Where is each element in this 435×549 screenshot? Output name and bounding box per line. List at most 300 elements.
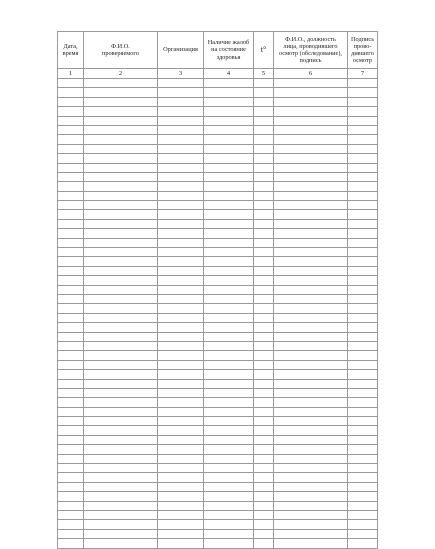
entry-cell[interactable] <box>84 529 158 538</box>
entry-cell[interactable] <box>158 426 204 435</box>
entry-cell[interactable] <box>158 360 204 369</box>
entry-cell[interactable] <box>254 407 274 416</box>
entry-cell[interactable] <box>348 229 378 238</box>
entry-cell[interactable] <box>204 125 254 134</box>
entry-cell[interactable] <box>204 510 254 519</box>
entry-cell[interactable] <box>58 473 84 482</box>
entry-cell[interactable] <box>348 370 378 379</box>
entry-cell[interactable] <box>254 304 274 313</box>
entry-cell[interactable] <box>254 163 274 172</box>
entry-cell[interactable] <box>158 529 204 538</box>
entry-cell[interactable] <box>274 248 348 257</box>
entry-cell[interactable] <box>274 445 348 454</box>
entry-cell[interactable] <box>254 144 274 153</box>
entry-cell[interactable] <box>274 341 348 350</box>
entry-cell[interactable] <box>58 341 84 350</box>
entry-cell[interactable] <box>84 360 158 369</box>
entry-cell[interactable] <box>348 351 378 360</box>
entry-cell[interactable] <box>158 238 204 247</box>
entry-cell[interactable] <box>58 323 84 332</box>
entry-cell[interactable] <box>158 125 204 134</box>
entry-cell[interactable] <box>274 154 348 163</box>
entry-cell[interactable] <box>254 154 274 163</box>
entry-cell[interactable] <box>158 97 204 106</box>
entry-cell[interactable] <box>254 276 274 285</box>
entry-cell[interactable] <box>158 154 204 163</box>
entry-cell[interactable] <box>58 426 84 435</box>
entry-cell[interactable] <box>58 191 84 200</box>
entry-cell[interactable] <box>84 294 158 303</box>
entry-cell[interactable] <box>58 125 84 134</box>
entry-cell[interactable] <box>204 445 254 454</box>
entry-cell[interactable] <box>158 266 204 275</box>
entry-cell[interactable] <box>274 529 348 538</box>
entry-cell[interactable] <box>274 304 348 313</box>
entry-cell[interactable] <box>158 276 204 285</box>
entry-cell[interactable] <box>348 154 378 163</box>
entry-cell[interactable] <box>84 323 158 332</box>
entry-cell[interactable] <box>204 323 254 332</box>
entry-cell[interactable] <box>274 520 348 529</box>
entry-cell[interactable] <box>84 144 158 153</box>
entry-cell[interactable] <box>348 257 378 266</box>
entry-cell[interactable] <box>274 388 348 397</box>
entry-cell[interactable] <box>204 341 254 350</box>
entry-cell[interactable] <box>84 332 158 341</box>
entry-cell[interactable] <box>204 501 254 510</box>
entry-cell[interactable] <box>204 304 254 313</box>
entry-cell[interactable] <box>254 191 274 200</box>
entry-cell[interactable] <box>274 323 348 332</box>
entry-cell[interactable] <box>204 539 254 548</box>
entry-cell[interactable] <box>274 370 348 379</box>
entry-cell[interactable] <box>348 520 378 529</box>
entry-cell[interactable] <box>204 266 254 275</box>
entry-cell[interactable] <box>204 529 254 538</box>
entry-cell[interactable] <box>58 248 84 257</box>
entry-cell[interactable] <box>84 313 158 322</box>
entry-cell[interactable] <box>274 510 348 519</box>
entry-cell[interactable] <box>254 520 274 529</box>
entry-cell[interactable] <box>204 182 254 191</box>
entry-cell[interactable] <box>158 294 204 303</box>
entry-cell[interactable] <box>274 332 348 341</box>
entry-cell[interactable] <box>84 492 158 501</box>
entry-cell[interactable] <box>348 107 378 116</box>
entry-cell[interactable] <box>84 88 158 97</box>
entry-cell[interactable] <box>348 510 378 519</box>
entry-cell[interactable] <box>254 116 274 125</box>
entry-cell[interactable] <box>348 219 378 228</box>
entry-cell[interactable] <box>58 238 84 247</box>
entry-cell[interactable] <box>84 266 158 275</box>
entry-cell[interactable] <box>348 426 378 435</box>
entry-cell[interactable] <box>274 360 348 369</box>
entry-cell[interactable] <box>84 172 158 181</box>
entry-cell[interactable] <box>274 379 348 388</box>
entry-cell[interactable] <box>204 360 254 369</box>
entry-cell[interactable] <box>204 351 254 360</box>
entry-cell[interactable] <box>254 248 274 257</box>
entry-cell[interactable] <box>158 313 204 322</box>
entry-cell[interactable] <box>204 201 254 210</box>
entry-cell[interactable] <box>158 520 204 529</box>
entry-cell[interactable] <box>274 501 348 510</box>
entry-cell[interactable] <box>274 426 348 435</box>
entry-cell[interactable] <box>58 285 84 294</box>
entry-cell[interactable] <box>84 304 158 313</box>
entry-cell[interactable] <box>274 238 348 247</box>
entry-cell[interactable] <box>158 285 204 294</box>
entry-cell[interactable] <box>274 229 348 238</box>
entry-cell[interactable] <box>84 285 158 294</box>
entry-cell[interactable] <box>348 97 378 106</box>
entry-cell[interactable] <box>84 97 158 106</box>
entry-cell[interactable] <box>204 116 254 125</box>
entry-cell[interactable] <box>204 482 254 491</box>
entry-cell[interactable] <box>348 294 378 303</box>
entry-cell[interactable] <box>58 266 84 275</box>
entry-cell[interactable] <box>158 107 204 116</box>
entry-cell[interactable] <box>84 407 158 416</box>
entry-cell[interactable] <box>348 492 378 501</box>
entry-cell[interactable] <box>274 125 348 134</box>
entry-cell[interactable] <box>274 492 348 501</box>
entry-cell[interactable] <box>158 388 204 397</box>
entry-cell[interactable] <box>58 135 84 144</box>
entry-cell[interactable] <box>84 154 158 163</box>
entry-cell[interactable] <box>84 417 158 426</box>
entry-cell[interactable] <box>254 201 274 210</box>
entry-cell[interactable] <box>158 191 204 200</box>
entry-cell[interactable] <box>348 379 378 388</box>
entry-cell[interactable] <box>158 341 204 350</box>
entry-cell[interactable] <box>274 294 348 303</box>
entry-cell[interactable] <box>58 501 84 510</box>
entry-cell[interactable] <box>348 182 378 191</box>
entry-cell[interactable] <box>84 435 158 444</box>
entry-cell[interactable] <box>158 398 204 407</box>
entry-cell[interactable] <box>158 79 204 88</box>
entry-cell[interactable] <box>348 398 378 407</box>
entry-cell[interactable] <box>254 426 274 435</box>
entry-cell[interactable] <box>204 417 254 426</box>
entry-cell[interactable] <box>274 97 348 106</box>
entry-cell[interactable] <box>348 79 378 88</box>
entry-cell[interactable] <box>274 257 348 266</box>
entry-cell[interactable] <box>84 229 158 238</box>
entry-cell[interactable] <box>274 79 348 88</box>
entry-cell[interactable] <box>204 435 254 444</box>
entry-cell[interactable] <box>58 313 84 322</box>
entry-cell[interactable] <box>158 163 204 172</box>
entry-cell[interactable] <box>254 135 274 144</box>
entry-cell[interactable] <box>254 482 274 491</box>
entry-cell[interactable] <box>84 370 158 379</box>
entry-cell[interactable] <box>274 351 348 360</box>
entry-cell[interactable] <box>158 464 204 473</box>
entry-cell[interactable] <box>348 276 378 285</box>
entry-cell[interactable] <box>274 107 348 116</box>
entry-cell[interactable] <box>254 501 274 510</box>
entry-cell[interactable] <box>204 473 254 482</box>
entry-cell[interactable] <box>274 201 348 210</box>
entry-cell[interactable] <box>348 191 378 200</box>
entry-cell[interactable] <box>84 182 158 191</box>
entry-cell[interactable] <box>254 341 274 350</box>
entry-cell[interactable] <box>274 144 348 153</box>
entry-cell[interactable] <box>158 539 204 548</box>
entry-cell[interactable] <box>58 445 84 454</box>
entry-cell[interactable] <box>84 125 158 134</box>
entry-cell[interactable] <box>84 276 158 285</box>
entry-cell[interactable] <box>254 313 274 322</box>
entry-cell[interactable] <box>254 379 274 388</box>
entry-cell[interactable] <box>158 116 204 125</box>
entry-cell[interactable] <box>204 210 254 219</box>
entry-cell[interactable] <box>348 201 378 210</box>
entry-cell[interactable] <box>204 257 254 266</box>
entry-cell[interactable] <box>348 388 378 397</box>
entry-cell[interactable] <box>348 417 378 426</box>
entry-cell[interactable] <box>254 351 274 360</box>
entry-cell[interactable] <box>204 285 254 294</box>
entry-cell[interactable] <box>254 88 274 97</box>
entry-cell[interactable] <box>84 248 158 257</box>
entry-cell[interactable] <box>84 116 158 125</box>
entry-cell[interactable] <box>158 445 204 454</box>
entry-cell[interactable] <box>158 88 204 97</box>
entry-cell[interactable] <box>348 313 378 322</box>
entry-cell[interactable] <box>274 313 348 322</box>
entry-cell[interactable] <box>58 257 84 266</box>
entry-cell[interactable] <box>254 125 274 134</box>
entry-cell[interactable] <box>84 520 158 529</box>
entry-cell[interactable] <box>58 172 84 181</box>
entry-cell[interactable] <box>204 426 254 435</box>
entry-cell[interactable] <box>58 332 84 341</box>
entry-cell[interactable] <box>254 454 274 463</box>
entry-cell[interactable] <box>348 323 378 332</box>
entry-cell[interactable] <box>348 473 378 482</box>
entry-cell[interactable] <box>204 88 254 97</box>
entry-cell[interactable] <box>158 351 204 360</box>
entry-cell[interactable] <box>204 248 254 257</box>
entry-cell[interactable] <box>204 135 254 144</box>
entry-cell[interactable] <box>204 172 254 181</box>
entry-cell[interactable] <box>58 492 84 501</box>
entry-cell[interactable] <box>84 135 158 144</box>
entry-cell[interactable] <box>84 388 158 397</box>
entry-cell[interactable] <box>158 454 204 463</box>
entry-cell[interactable] <box>58 360 84 369</box>
entry-cell[interactable] <box>204 398 254 407</box>
entry-cell[interactable] <box>274 116 348 125</box>
entry-cell[interactable] <box>158 144 204 153</box>
entry-cell[interactable] <box>274 266 348 275</box>
entry-cell[interactable] <box>204 388 254 397</box>
entry-cell[interactable] <box>348 238 378 247</box>
entry-cell[interactable] <box>204 313 254 322</box>
entry-cell[interactable] <box>204 294 254 303</box>
entry-cell[interactable] <box>158 501 204 510</box>
entry-cell[interactable] <box>158 482 204 491</box>
entry-cell[interactable] <box>254 238 274 247</box>
entry-cell[interactable] <box>204 276 254 285</box>
entry-cell[interactable] <box>254 370 274 379</box>
entry-cell[interactable] <box>348 248 378 257</box>
entry-cell[interactable] <box>158 219 204 228</box>
entry-cell[interactable] <box>204 454 254 463</box>
entry-cell[interactable] <box>274 454 348 463</box>
entry-cell[interactable] <box>58 482 84 491</box>
entry-cell[interactable] <box>158 370 204 379</box>
entry-cell[interactable] <box>58 407 84 416</box>
entry-cell[interactable] <box>348 163 378 172</box>
entry-cell[interactable] <box>254 529 274 538</box>
entry-cell[interactable] <box>84 454 158 463</box>
entry-cell[interactable] <box>348 125 378 134</box>
entry-cell[interactable] <box>204 191 254 200</box>
entry-cell[interactable] <box>158 379 204 388</box>
entry-cell[interactable] <box>254 473 274 482</box>
entry-cell[interactable] <box>254 107 274 116</box>
entry-cell[interactable] <box>58 210 84 219</box>
entry-cell[interactable] <box>58 379 84 388</box>
entry-cell[interactable] <box>274 407 348 416</box>
entry-cell[interactable] <box>58 304 84 313</box>
entry-cell[interactable] <box>58 88 84 97</box>
entry-cell[interactable] <box>58 464 84 473</box>
entry-cell[interactable] <box>58 79 84 88</box>
entry-cell[interactable] <box>348 360 378 369</box>
entry-cell[interactable] <box>84 210 158 219</box>
entry-cell[interactable] <box>158 257 204 266</box>
entry-cell[interactable] <box>84 219 158 228</box>
entry-cell[interactable] <box>84 238 158 247</box>
entry-cell[interactable] <box>274 172 348 181</box>
entry-cell[interactable] <box>348 482 378 491</box>
entry-cell[interactable] <box>254 182 274 191</box>
entry-cell[interactable] <box>204 219 254 228</box>
entry-cell[interactable] <box>158 304 204 313</box>
entry-cell[interactable] <box>274 276 348 285</box>
entry-cell[interactable] <box>254 266 274 275</box>
entry-cell[interactable] <box>274 539 348 548</box>
entry-cell[interactable] <box>254 417 274 426</box>
entry-cell[interactable] <box>84 464 158 473</box>
entry-cell[interactable] <box>348 332 378 341</box>
entry-cell[interactable] <box>348 464 378 473</box>
entry-cell[interactable] <box>84 191 158 200</box>
entry-cell[interactable] <box>84 351 158 360</box>
entry-cell[interactable] <box>254 219 274 228</box>
entry-cell[interactable] <box>204 144 254 153</box>
entry-cell[interactable] <box>274 464 348 473</box>
entry-cell[interactable] <box>158 229 204 238</box>
entry-cell[interactable] <box>58 116 84 125</box>
entry-cell[interactable] <box>348 341 378 350</box>
entry-cell[interactable] <box>204 370 254 379</box>
entry-cell[interactable] <box>254 445 274 454</box>
entry-cell[interactable] <box>84 257 158 266</box>
entry-cell[interactable] <box>254 229 274 238</box>
entry-cell[interactable] <box>84 426 158 435</box>
entry-cell[interactable] <box>254 323 274 332</box>
entry-cell[interactable] <box>58 294 84 303</box>
entry-cell[interactable] <box>58 229 84 238</box>
entry-cell[interactable] <box>348 445 378 454</box>
entry-cell[interactable] <box>274 135 348 144</box>
entry-cell[interactable] <box>254 435 274 444</box>
entry-cell[interactable] <box>254 360 274 369</box>
entry-cell[interactable] <box>158 332 204 341</box>
entry-cell[interactable] <box>274 435 348 444</box>
entry-cell[interactable] <box>348 135 378 144</box>
entry-cell[interactable] <box>274 163 348 172</box>
entry-cell[interactable] <box>348 529 378 538</box>
entry-cell[interactable] <box>158 435 204 444</box>
entry-cell[interactable] <box>58 276 84 285</box>
entry-cell[interactable] <box>254 172 274 181</box>
entry-cell[interactable] <box>274 191 348 200</box>
entry-cell[interactable] <box>274 210 348 219</box>
entry-cell[interactable] <box>158 201 204 210</box>
entry-cell[interactable] <box>348 88 378 97</box>
entry-cell[interactable] <box>204 520 254 529</box>
entry-cell[interactable] <box>158 248 204 257</box>
entry-cell[interactable] <box>84 445 158 454</box>
entry-cell[interactable] <box>254 210 274 219</box>
entry-cell[interactable] <box>274 219 348 228</box>
entry-cell[interactable] <box>58 351 84 360</box>
entry-cell[interactable] <box>348 266 378 275</box>
entry-cell[interactable] <box>204 332 254 341</box>
entry-cell[interactable] <box>158 417 204 426</box>
entry-cell[interactable] <box>348 304 378 313</box>
entry-cell[interactable] <box>58 107 84 116</box>
entry-cell[interactable] <box>58 154 84 163</box>
entry-cell[interactable] <box>254 294 274 303</box>
entry-cell[interactable] <box>58 435 84 444</box>
entry-cell[interactable] <box>84 539 158 548</box>
entry-cell[interactable] <box>158 407 204 416</box>
entry-cell[interactable] <box>274 482 348 491</box>
entry-cell[interactable] <box>204 154 254 163</box>
entry-cell[interactable] <box>84 341 158 350</box>
entry-cell[interactable] <box>58 529 84 538</box>
entry-cell[interactable] <box>348 407 378 416</box>
entry-cell[interactable] <box>84 473 158 482</box>
entry-cell[interactable] <box>204 163 254 172</box>
entry-cell[interactable] <box>348 435 378 444</box>
entry-cell[interactable] <box>204 79 254 88</box>
entry-cell[interactable] <box>84 79 158 88</box>
entry-cell[interactable] <box>254 510 274 519</box>
entry-cell[interactable] <box>274 473 348 482</box>
entry-cell[interactable] <box>254 492 274 501</box>
entry-cell[interactable] <box>204 107 254 116</box>
entry-cell[interactable] <box>348 172 378 181</box>
entry-cell[interactable] <box>204 238 254 247</box>
entry-cell[interactable] <box>84 163 158 172</box>
entry-cell[interactable] <box>58 219 84 228</box>
entry-cell[interactable] <box>58 398 84 407</box>
entry-cell[interactable] <box>274 417 348 426</box>
entry-cell[interactable] <box>348 454 378 463</box>
entry-cell[interactable] <box>204 229 254 238</box>
entry-cell[interactable] <box>58 388 84 397</box>
